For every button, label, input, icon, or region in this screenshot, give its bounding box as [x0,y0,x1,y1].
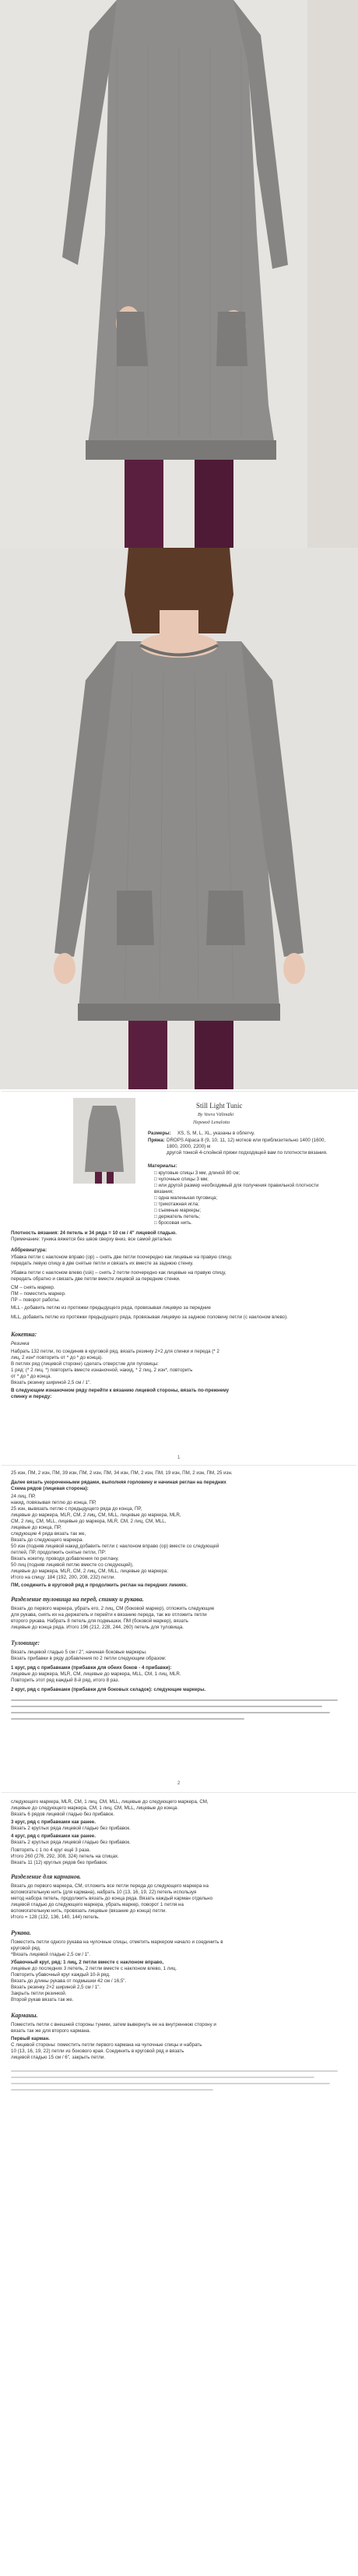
p2-line: Итого на спицу: 184 (192, 200, 208, 232) петли. [11,1575,116,1580]
pocket2-line: лицевой гладью 15 см / 6", закрыть петли. [11,2055,106,2060]
material-item: □ или другой размер необходимый для получения правильной плотности вязания; [154,1183,333,1195]
text-line [11,2083,330,2084]
pocket-line: вспомогательную нить (для кармана), набрать 10 (13, 16, 19, 22) петель используя [11,1890,197,1895]
p2-line: Далее вязать укороченными рядами, выполняя горловину и начиная реглан на передних [11,1480,226,1485]
pattern-page-2 [2,1465,356,1793]
p3-line: лицевые до следующего маркера, СМ, 1 лиц, СМ, MLL, лицевые до конца. [11,1805,179,1811]
collar-subheading: Резинка [11,1341,30,1346]
p2-line: следующие 4 ряда вязать так же, [11,1531,86,1537]
p2-line: лицевые до маркера, MLR, СМ, 2 лиц, СМ, MLL, лицевые до маркера: [11,1569,169,1574]
section-collar: Кокетка: [11,1331,37,1338]
abbr-line: ПМ – поместить маркер. [11,1291,66,1297]
pattern-page-3 [2,1792,356,2576]
collar-line: Вязать резинку шириной 2,5 см / 1". [11,1380,91,1385]
raglan-line: Вязать до первого маркера, убрать его, 2 лиц, СМ (боковой маркер), отложить следующие [11,1606,215,1611]
p2-line: лицевые до маркера, MLR, СМ, 2 лиц, СМ, MLL, лицевые до маркера, MLR, [11,1512,181,1518]
p3-line: 4 круг, ряд с прибавками как ранее. [11,1833,96,1839]
yarn-value: DROPS Alpaca 8 (9, 10, 11, 12) мотков или приблизительно 1400 (1600, 1800, 2000, 2200) м [167,1138,326,1149]
pocket-line: метод набора петель, продолжить вязать до конца ряда. Вязать каждый карман отдельно [11,1896,213,1901]
collar-line: В следующем изнаночном ряду перейти к вязанию лицевой стороны, вязать по-прежнему [11,1388,230,1393]
p3-line: Вязать 2 круглых ряда лицевой гладью без прибавок. [11,1826,131,1831]
collar-line: лиц, 2 изн* повторить от * до * до конца). [11,1355,103,1360]
p2-line: 50 изн (подняв лицевой накид добавить петли с наклоном вправо (ор) вместе со следующей [11,1544,219,1549]
body-line: Вязать прибавки в ряду добавления по 2 петли следующим образом: [11,1656,167,1661]
material-item: □ трикотажная игла; [154,1202,199,1208]
pocket2-line: Первый карман. [11,2036,50,2041]
body-line: 2 круг, ряд с прибавками (прибавки для боковых складок): следующие маркеры. [11,1687,206,1692]
abbr-line: Убавка петли с наклоном вправо (ор) – снять две петли поочередно как лицевые на правую спицу, [11,1254,233,1260]
thumbnail-photo [73,1098,135,1184]
p2-line: 24 лиц, ПР, [11,1494,36,1499]
p2-line: петлей, ПР, продолжить снятые петли, ПР: [11,1550,107,1555]
gauge: Плотность вязания: 24 петель и 34 ряда = 10 см / 4" лицевой гладью. [11,1230,177,1236]
yarn-label: Пряжа: [148,1138,165,1143]
sleeve-line: Повторить убавочный круг каждый 10-й ряд. [11,1972,111,1978]
text-line [11,2077,314,2078]
tunic-photo-front [0,0,358,548]
collar-line: Набрать 132 петли, по соединив в круговой ряд, вязать резинку 2×2 для спинки и переда (* 2 [11,1349,219,1354]
page-number: 2 [177,1781,181,1786]
p2-line: Схема рядов (лицевая сторона): [11,1486,89,1491]
text-line [11,1718,244,1720]
pocket2-line: 10 (13, 16, 19, 22) петли из бокового края. Соединить в круговой ряд и вязать [11,2048,184,2054]
sleeve-line: Поместить петли одного рукава на чулочные спицы, отметить маркером начало и соединить в [11,1939,223,1945]
abbr-line: передать левую спицу в две снятые петли и связать их вместе за заднюю стенку. [11,1261,194,1266]
body-line: Повторить этот ряд каждый 8-й ряд, итого 8 раз. [11,1678,120,1683]
p2-line: 50 лиц (подняв лицевой петлю вместе со следующей), [11,1562,134,1568]
collar-line: от * до * до конца. [11,1374,51,1379]
raglan-line: второго рукава. Набрать 8 петель для подмышки, ПМ (боковой маркер), вязать [11,1618,188,1624]
p2-bold-line: ПМ, соединить в круговой ряд и продолжить реглан на передних линиях. [11,1583,188,1588]
abbr-heading: Аббревиатура: [11,1247,47,1253]
p3-line: Итого 260 (276, 292, 308, 324) петель на спицах. [11,1854,119,1859]
section-pockets: Разделение для карманов. [11,1873,82,1880]
pocket-line: Вязать до первого маркера, СМ, отложить все петли переда до следующего маркера на [11,1883,209,1889]
p3-line: Вязать 6 рядов лицевой гладью без прибавок. [11,1812,114,1817]
section-pockets-2: Карманы. [11,2012,38,2019]
material-item: □ съемные маркеры; [154,1208,201,1214]
sleeve-line: Второй рукав вязать так же. [11,1997,74,2003]
sleeve-line: Вязать резинку 2×2 шириной 2,5 см / 1". [11,1985,101,1990]
sleeve-line: лицевые до последних 3 петель, 2 петли вместе с наклоном влево, 1 лиц. [11,1966,177,1971]
sleeve-line: Убавочный круг, ряд: 1 лиц, 2 петли вместе с наклоном вправо, [11,1960,164,1965]
sleeve-line: круговой ряд. [11,1946,41,1951]
gauge-note: Примечание: туника вяжется без швов сверху вниз, все самой деталью. [11,1237,173,1242]
material-item: □ держатель петель; [154,1214,200,1220]
abbr-line: ПР – поворот работы. [11,1297,60,1303]
material-item: □ бросовая нить. [154,1220,192,1226]
p2-line: лицевые до конца, ПР, [11,1525,61,1530]
sizes-value: XS, S, M, L, XL, указаны в облегчу. [177,1131,255,1136]
sleeve-line: Вязать до длины рукава от подмышки 42 см / 16,5". [11,1978,127,1984]
pocket2-line: вязать так же для второго кармана. [11,2028,91,2034]
material-item: □ одна маленькая пуговица; [154,1195,217,1202]
collar-line: спинку и переду: [11,1394,52,1399]
abbr-line: СМ – снять маркер. [11,1285,55,1290]
p3-line: 3 круг, ряд с прибавками как ранее. [11,1819,96,1825]
body-line: Вязать лицевой гладью 5 см / 2", начиная боковые маркеры. [11,1650,147,1655]
pocket-line: лицевой гладью до следующего маркера, убрать маркер, поворот 1 петля на [11,1902,184,1907]
tunic-illustration [0,0,358,548]
tunic-photo-model [0,548,358,1089]
section-body: Туловище: [11,1639,40,1646]
p2-line: 25 изн, вывязать петлю с предыдущего ряда до конца, ПР, [11,1506,142,1512]
doc-author: By Veera Välimäki [198,1112,234,1117]
doc-title: Still Light Tunic [196,1102,243,1110]
abbr-line: передать обратно и связать две петли вместе лицевой за передние стенки. [11,1276,181,1282]
p3-line: Повторять с 1 по 4 круг ещё 3 раза. [11,1847,91,1853]
page-number: 1 [177,1456,181,1460]
material-item: □ круговые спицы 3 мм, длиной 80 см; [154,1170,240,1177]
abbr-line: MLL, добавить петлю из протяжки предыдущего ряда, провязывая лицевую за заднюю половину петли (с наклоном влево). [11,1314,288,1320]
pocket2-line: Поместить петли с внешней стороны туники, затем вывернуть ее на внутреннюю сторону и [11,2022,216,2027]
p3-line: Вязать 11 (12) круглых рядов без прибавок. [11,1860,108,1865]
pocket2-line: С лицевой стороны: поместить петли первого кармана на чулочные спицы и набрать [11,2042,202,2048]
abbr-line: MLL - добавить петлю из протяжки предыдущего ряда, провязывая лицевую за передние [11,1305,211,1311]
section-raglan: Разделение туловища на перед, спинку и рукава. [11,1596,144,1603]
pocket-line: Итого = 128 (132, 136, 140, 144) петель. [11,1914,100,1920]
text-line [11,1712,330,1713]
raglan-line: для рукава, снять их на держатель и перейти к вязанию переда, так же отложить петли [11,1612,207,1618]
text-line [11,2070,338,2072]
text-line [11,1706,322,1707]
text-line [11,1699,338,1701]
p2-line: Вязать кокетку, проводя добавления по реглану, [11,1556,119,1561]
p2-line: СМ, 2 лиц, СМ, MLL, лицевые до маркера, MLR, СМ, 2 лиц, СМ, MLL, [11,1519,167,1524]
p2-line: накид, повязывая петлю до конца, ПР, [11,1500,97,1505]
abbr-line: Убавка петли с наклоном влево (ssk) – снять 2 петли поочередно как лицевые на правую спицу, [11,1270,226,1276]
p2-intro: 25 изн, ПМ, 2 изн, ПМ, 39 изн, ПМ, 2 изн, ПМ, 34 изн, ПМ, 2 изн, ПМ, 19 изн, ПМ, 2 изн, ПМ, 25 изн. [11,1470,233,1476]
materials-label: Материалы: [148,1163,177,1169]
pattern-page-1 [2,1091,356,1466]
body-line: лицевые до маркера, MLR, СМ, лицевые до маркера, MLL, СМ, 1 лиц, MLR. [11,1671,181,1677]
collar-line: 1 ряд: (* 2 лиц. *) повторить вместе изнаночной, накид, * 2 лиц, 2 изн*, повторить [11,1367,193,1373]
model-illustration [0,548,358,1089]
p3-line: Вязать 2 круглых ряда лицевой гладью без прибавок. [11,1840,131,1845]
section-sleeves: Рукава. [11,1929,31,1936]
sleeve-line: *Вязать лицевой гладью 2,5 см / 1". [11,1952,91,1957]
doc-translator: Перевод Lenalotta [193,1120,230,1125]
sleeve-line: Закрыть петли резинкой. [11,1991,67,1996]
collar-line: В петлях ряд (лицевой стороне) сделать отверстие для пуговицы: [11,1361,159,1367]
yarn-value-2: другой тонкой 4-слойной пряжи подходящей вам по плотности вязания. [167,1150,328,1156]
material-item: □ чулочные спицы 3 мм; [154,1177,209,1183]
sizes-label: Размеры: [148,1131,171,1136]
p3-line: следующего маркера, MLR, СМ, 1 лиц, СМ, MLL, лицевые до следующего маркера, СМ, [11,1799,209,1805]
pocket-line: вспомогательную нить, провязать лицевые (вязание до конца) петли. [11,1908,167,1914]
text-line [11,2089,213,2091]
raglan-line: лицевые до конца ряда. Итого 196 (212, 228, 244, 260) петель для туловища. [11,1625,184,1630]
p2-line: Вязать до следующего маркера. [11,1537,84,1543]
body-line: 1 круг, ряд с прибавками (прибавки для обеих боков - 4 прибавки): [11,1665,172,1671]
